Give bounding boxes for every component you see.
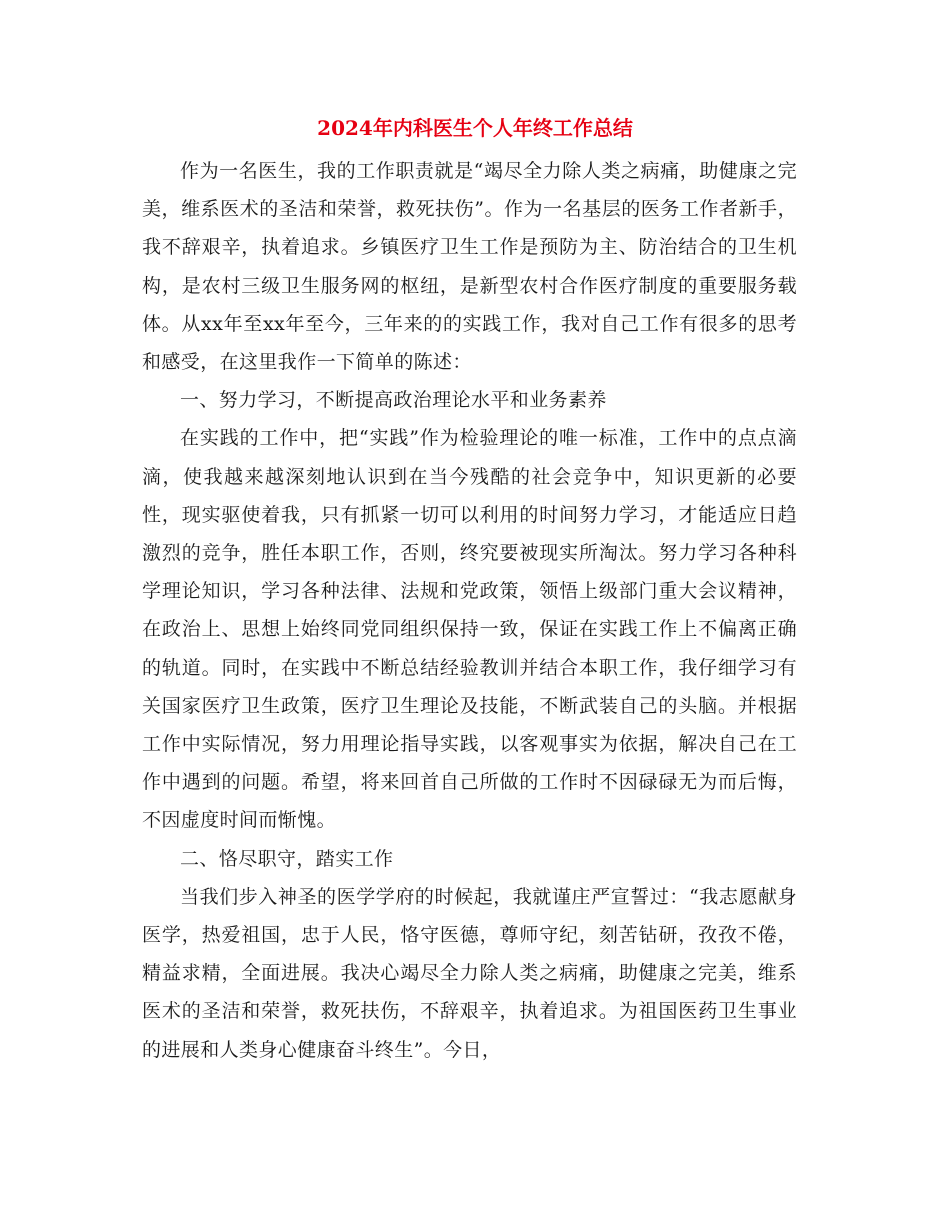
document-title: 2024年内科医生个人年终工作总结 [317,116,633,140]
section-heading-2: 二、恪尽职守，踏实工作 [180,847,394,870]
paragraph-section-2: 当我们步入神圣的医学学府的时候起，我就谨庄严宣誓过：“我志愿献身医学，热爱祖国，忠于人民，恪守医德，尊师守纪，刻苦钻研，孜孜不倦，精益求精，全面进展。我决心竭尽全力除人类之病痛，助健康之完美，维系医术的圣洁和荣誉，救死扶伤，不辞艰辛，执着追求。为祖国医药卫生事业的进展和人类身心健康奋斗终生”。今日， [142,885,797,1061]
paragraph-section-1: 在实践的工作中，把“实践”作为检验理论的唯一标准，工作中的点点滴滴，使我越来越深刻地认识到在当今残酷的社会竞争中，知识更新的必要性，现实驱使着我，只有抓紧一切可以利用的时间努力学习，才能适应日趋激烈的竞争，胜任本职工作，否则，终究要被现实所淘汰。努力学习各种科学理论知识，学习各种法律、法规和党政策，领悟上级部门重大会议精神，在政治上、思想上始终同党同组织保持一致，保证在实践工作上不偏离正确的轨道。同时，在实践中不断总结经验教训并结合本职工作，我仔细学习有关国家医疗卫生政策，医疗卫生理论及技能，不断武装自己的头脑。并根据工作中实际情况，努力用理论指导实践，以客观事实为依据，解决自己在工作中遇到的问题。希望，将来回首自己所做的工作时不因碌碌无为而后悔，不因虚度时间而惭愧。 [142,427,797,832]
paragraph-intro: 作为一名医生，我的工作职责就是“竭尽全力除人类之病痛，助健康之完美，维系医术的圣洁和荣誉，救死扶伤”。作为一名基层的医务工作者新手，我不辞艰辛，执着追求。乡镇医疗卫生工作是预防为主、防治结合的卫生机构，是农村三级卫生服务网的枢纽，是新型农村合作医疗制度的重要服务载体。从xx年至xx年至今，三年来的的实践工作，我对自己工作有很多的思考和感受，在这里我作一下简单的陈述： [142,160,797,374]
document-body [142,152,797,1069]
section-heading-1: 一、努力学习，不断提高政治理论水平和业务素养 [180,389,607,412]
